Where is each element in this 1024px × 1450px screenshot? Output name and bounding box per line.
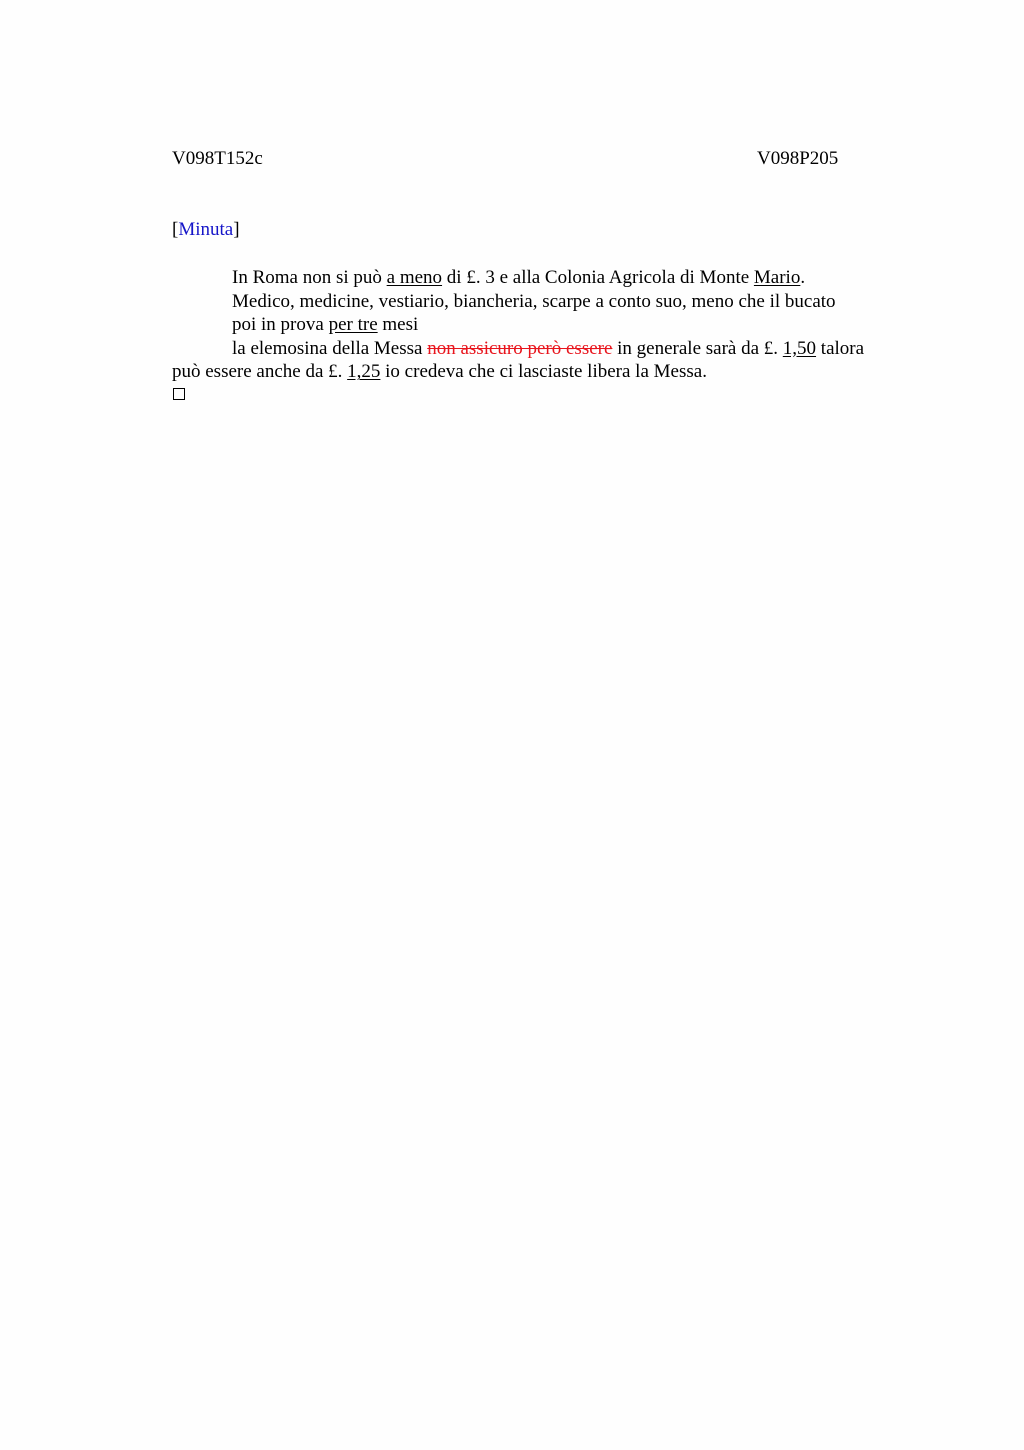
- section-label: [172, 219, 240, 241]
- document-code-right: V098P205: [757, 148, 839, 169]
- deleted-text: non assicuro però essere: [427, 337, 613, 359]
- text-line-5: [172, 360, 932, 384]
- open-bracket: [: [172, 219, 179, 240]
- underlined-text: a meno: [386, 267, 443, 288]
- section-label-text: Minuta: [178, 219, 234, 240]
- text-run: in generale sarà da £.: [612, 337, 783, 359]
- text-line-2: Medico, medicine, vestiario, biancheria, scarpe a conto suo, meno che il bucato: [232, 290, 836, 312]
- close-bracket: ]: [233, 219, 240, 240]
- text-run: di £. 3 e alla Colonia Agricola di Monte: [442, 267, 754, 288]
- text-run: .: [800, 267, 806, 288]
- document-code-left: V098T152c: [172, 148, 263, 169]
- text-line-3: [172, 313, 932, 337]
- text-run: mesi: [377, 314, 419, 336]
- text-line-1: [172, 266, 932, 290]
- text-run: poi in prova: [232, 314, 329, 336]
- body-text: [172, 266, 932, 384]
- end-marker-square-icon: [173, 388, 185, 400]
- text-run: io credeva che ci lasciaste libera la Messa.: [380, 361, 707, 383]
- underlined-text: 1,25: [347, 361, 381, 383]
- text-run: può essere anche da £.: [172, 361, 348, 383]
- text-line-4: [172, 337, 932, 361]
- text-run: talora: [816, 337, 865, 359]
- underlined-text: 1,50: [782, 337, 817, 359]
- text-run: la elemosina della Messa: [232, 337, 428, 359]
- underlined-text: per tre: [328, 314, 378, 336]
- underlined-text: Mario: [753, 267, 801, 288]
- text-run: In Roma non si può: [232, 267, 387, 288]
